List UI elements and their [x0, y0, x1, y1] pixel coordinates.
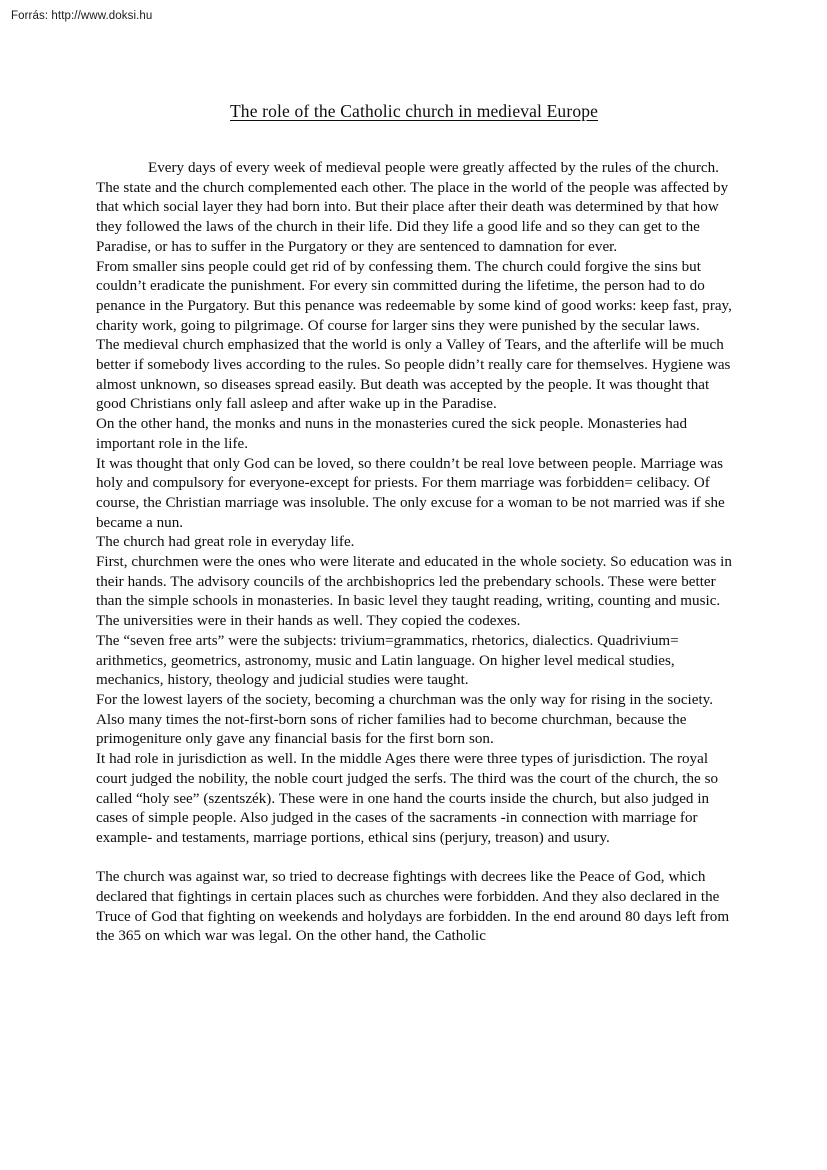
- paragraph-9: [96, 691, 732, 750]
- paragraph-7: [96, 553, 732, 632]
- page-title: [96, 100, 732, 122]
- paragraph-6: [96, 533, 732, 553]
- paragraph-text: For the lowest layers of the society, becoming a churchman was the only way for rising in the society. Also many times the not-first-born sons of richer families had to become churchman, because the primogeniture only gave any financial basis for the first born son.: [96, 691, 714, 748]
- paragraph-5: [96, 455, 732, 534]
- paragraph-text: Every days of every week of medieval people were greatly affected by the rules of the church. The state and the church complemented each other. The place in the world of the people was affected by that which social layer they had born into. But their place after their death was determined by that how they followed the laws of the church in their life. Did they life a good life and so they can get to the Paradise, or has to suffer in the Purgatory or they are sentenced to damnation for ever.: [96, 160, 729, 255]
- paragraph-text: The church had great role in everyday life.: [96, 534, 355, 551]
- body-text-blocks: [96, 159, 732, 947]
- paragraph-2: [96, 258, 732, 337]
- paragraph-8: [96, 632, 732, 691]
- paragraph-text: It was thought that only God can be loved, so there couldn’t be real love between people. Marriage was holy and compulsory for everyone-except for priests. For them marriage was forbidden= celibacy. Of course, the Christian marriage was insoluble. The only excuse for a woman to be not married was if she became a nun.: [96, 455, 725, 531]
- paragraph-4: [96, 415, 732, 454]
- paragraph-11: [96, 868, 732, 947]
- paragraph-text: It had role in jurisdiction as well. In the middle Ages there were three types of jurisdiction. The royal court judged the nobility, the noble court judged the serfs. The third was the court of the church, the so called “holy see” (szentszék). These were in one hand the courts inside the church, but also judged in cases of simple people. Also judged in the cases of the sacraments -in connection with marriage for example- and testaments, marriage portions, ethical sins (perjury, treason) and usury.: [96, 751, 719, 846]
- paragraph-text: From smaller sins people could get rid of by confessing them. The church could forgive the sins but couldn’t eradicate the punishment. For every sin committed during the lifetime, the person had to do penance in the Purgatory. But this penance was redeemable by some kind of good works: keep fast, pray, charity work, going to pilgrimage. Of course for larger sins they were punished by the secular laws.: [96, 258, 732, 334]
- paragraph-3: [96, 336, 732, 415]
- paragraph-1: [96, 159, 732, 258]
- paragraph-text: On the other hand, the monks and nuns in the monasteries cured the sick people. Monasteries had important role in the life.: [96, 416, 688, 452]
- paragraph-text: The “seven free arts” were the subjects: trivium=grammatics, rhetorics, dialectics. Quadrivium= arithmetics, geometrics, astronomy, music and Latin language. On higher level medical studies, mechanics, history, theology and judicial studies were taught.: [96, 632, 679, 689]
- paragraph-10: [96, 750, 732, 849]
- paragraph-text: First, churchmen were the ones who were literate and educated in the whole society. So education was in their hands. The advisory councils of the archbishoprics led the prebendary schools. These were better than the simple schools in monasteries. In basic level they taught reading, writing, counting and music. The universities were in their hands as well. They copied the codexes.: [96, 554, 732, 630]
- source-url-header: Forrás: http://www.doksi.hu: [11, 10, 153, 22]
- paragraph-text: The church was against war, so tried to decrease fightings with decrees like the Peace of God, which declared that fightings in certain places such as churches were forbidden. And they also declared in the Truce of God that fighting on weekends and holydays are forbidden. In the end around 80 days left from the 365 on which war was legal. On the other hand, the Catholic: [96, 869, 730, 945]
- paragraph-text: The medieval church emphasized that the world is only a Valley of Tears, and the afterlife will be much better if somebody lives according to the rules. So people didn’t really care for themselves. Hygiene was almost unknown, so diseases spread easily. But death was accepted by the people. It was thought that good Christians only fall asleep and after wake up in the Paradise.: [96, 337, 731, 413]
- page-title-text: The role of the Catholic church in medieval Europe: [229, 101, 599, 121]
